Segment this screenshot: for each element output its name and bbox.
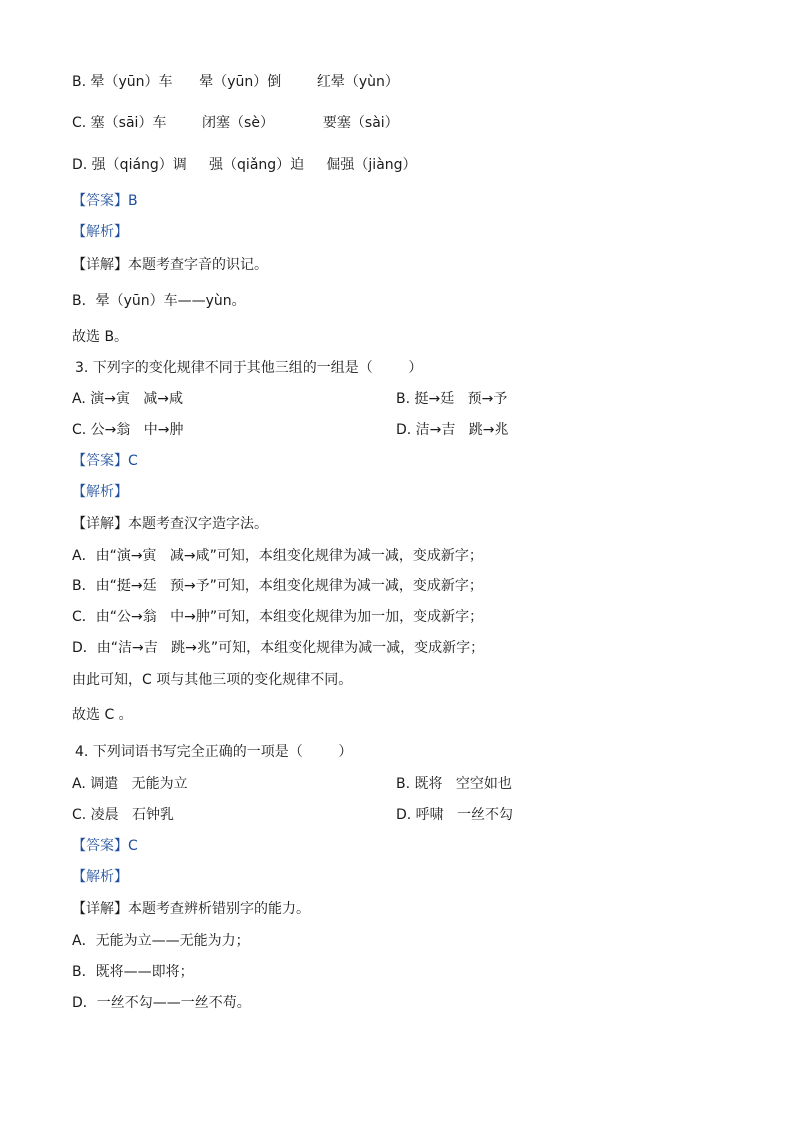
q3-summary: 由此可知，C 项与其他三项的变化规律不同。 xyxy=(72,672,353,688)
q2-answer: 【答案】B xyxy=(72,193,138,209)
q4-detail: 【详解】本题考查辨析错别字的能力。 xyxy=(72,901,310,917)
q3-explanation-d: D．由“洁→吉 跳→兆”可知，本组变化规律为减一减，变成新字； xyxy=(72,640,485,656)
q4-stem: 4. 下列词语书写完全正确的一项是（ ） xyxy=(75,744,353,760)
q4-explanation-b: B．既将——即将； xyxy=(72,964,194,980)
q4-option-d: D. 呼啸 一丝不勾 xyxy=(396,807,514,823)
q2-option-d: D. 强（qiáng）调 强（qiǎng）迫 倔强（jiàng） xyxy=(72,157,417,173)
q2-detail: 【详解】本题考查字音的识记。 xyxy=(72,257,268,273)
q3-option-b: B. 挺→廷 预→予 xyxy=(396,391,508,407)
q3-explanation-c: C．由“公→翁 中→肿”可知，本组变化规律为加一加，变成新字； xyxy=(72,609,484,625)
q4-option-a: A. 调遣 无能为立 xyxy=(72,776,188,792)
q4-answer: 【答案】C xyxy=(72,838,138,854)
q3-option-d: D. 洁→吉 跳→兆 xyxy=(396,422,509,438)
q2-analysis-heading: 【解析】 xyxy=(72,224,128,240)
q3-explanation-b: B．由“挺→廷 预→予”可知，本组变化规律为减一减，变成新字； xyxy=(72,578,483,594)
q3-option-c: C. 公→翁 中→肿 xyxy=(72,422,184,438)
q4-option-b: B. 既将 空空如也 xyxy=(396,776,512,792)
q3-analysis-heading: 【解析】 xyxy=(72,484,128,500)
q4-analysis-heading: 【解析】 xyxy=(72,869,128,885)
q3-option-a: A. 演→寅 减→咸 xyxy=(72,391,184,407)
q2-option-c: C. 塞（sāi）车 闭塞（sè） 要塞（sài） xyxy=(72,115,399,131)
q3-stem: 3. 下列字的变化规律不同于其他三组的一组是（ ） xyxy=(75,360,423,376)
q3-explanation-a: A．由“演→寅 减→咸”可知，本组变化规律为减一减，变成新字； xyxy=(72,548,483,564)
q3-answer: 【答案】C xyxy=(72,453,138,469)
q2-option-b: B. 晕（yūn）车 晕（yūn）倒 红晕（yùn） xyxy=(72,74,399,90)
q4-explanation-d: D．一丝不勾——一丝不苟。 xyxy=(72,995,251,1011)
q2-conclusion: 故选 B。 xyxy=(72,329,129,345)
q2-explanation-line: B．晕（yūn）车——yùn。 xyxy=(72,293,246,309)
q4-option-c: C. 凌晨 石钟乳 xyxy=(72,807,175,823)
q4-explanation-a: A．无能为立——无能为力； xyxy=(72,933,250,949)
q3-detail: 【详解】本题考查汉字造字法。 xyxy=(72,516,268,532)
q3-conclusion: 故选 C 。 xyxy=(72,707,133,723)
